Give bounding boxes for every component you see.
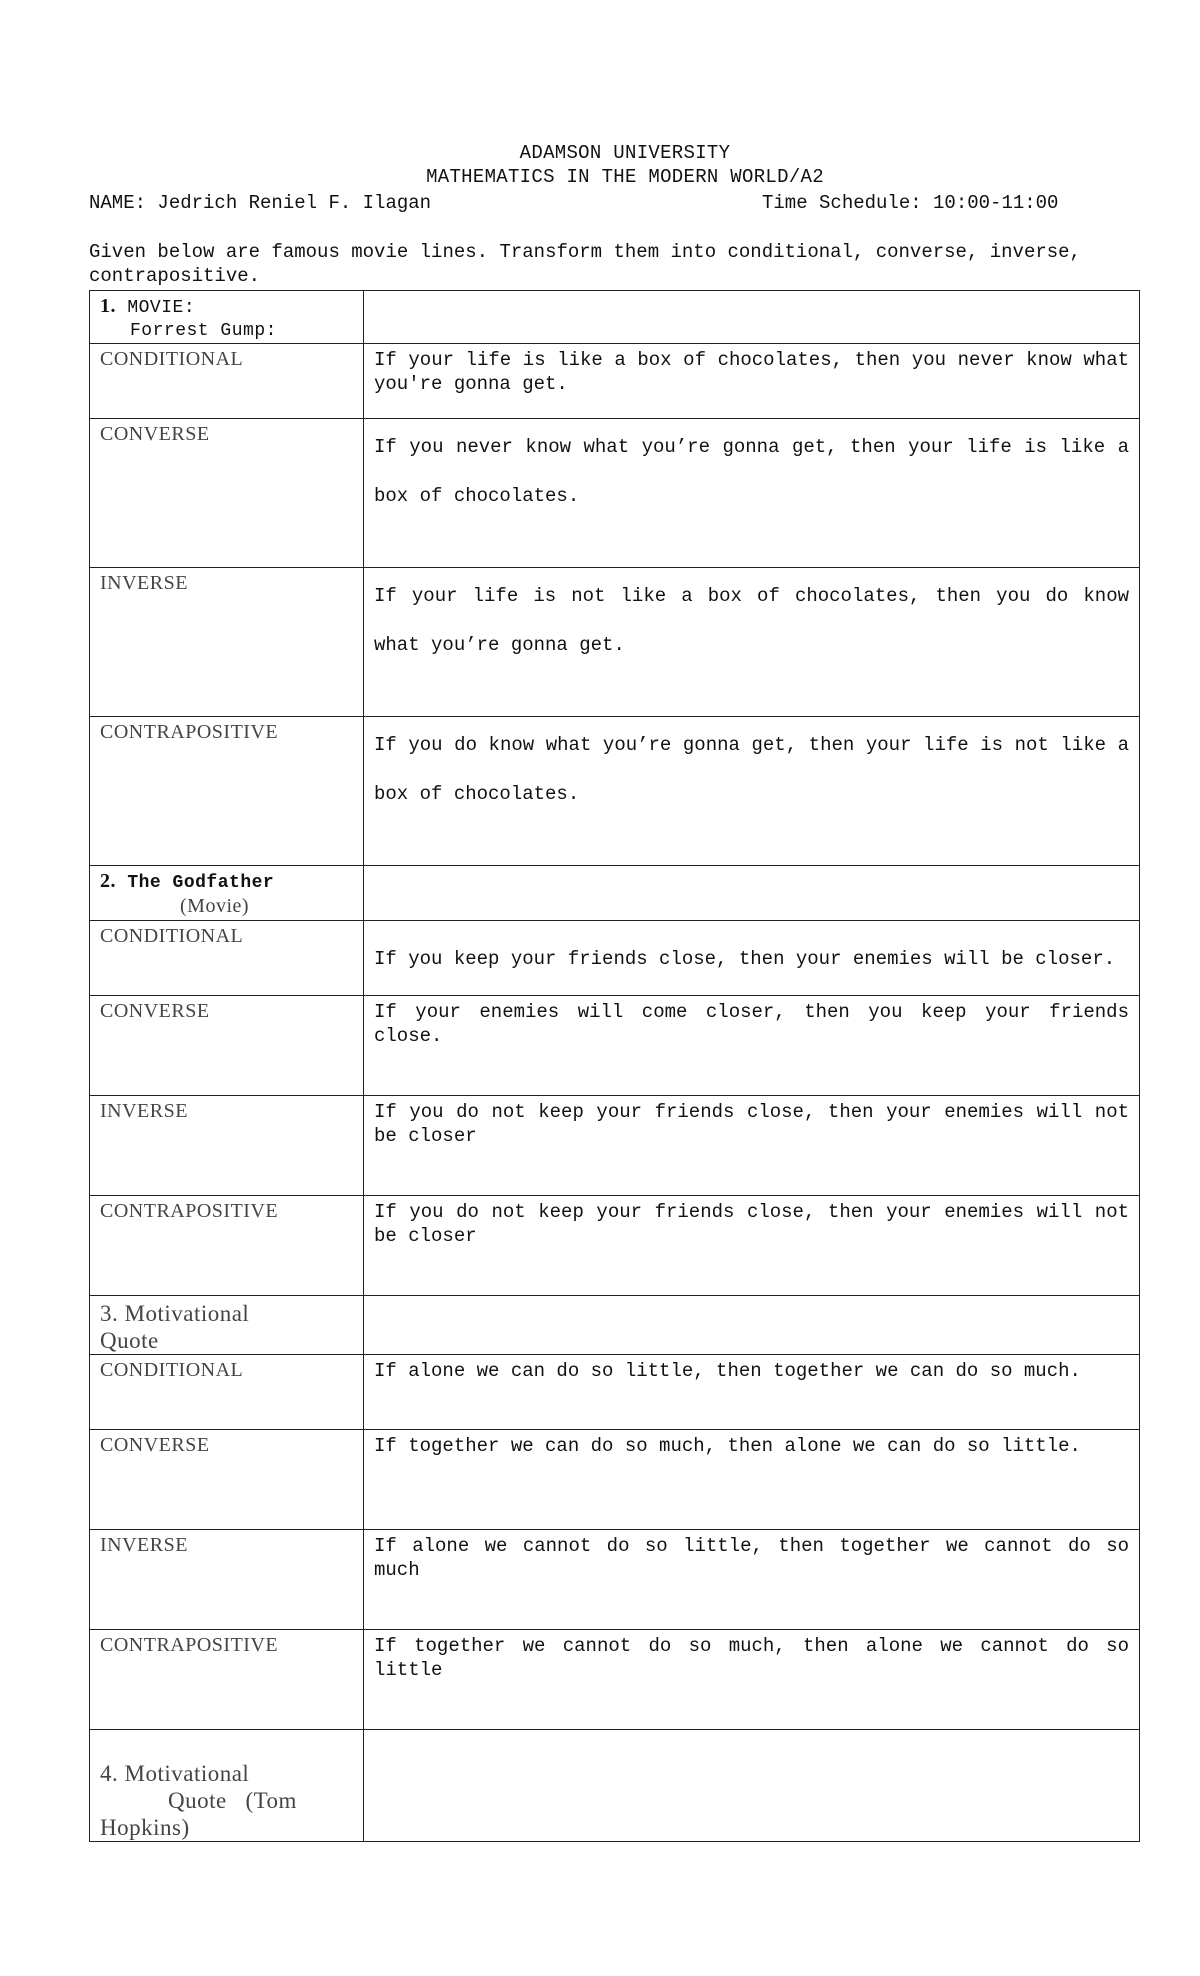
section-2-inverse: If you do not keep your friends close, then your enemies will not be closer bbox=[364, 1096, 1140, 1196]
converse-label: CONVERSE bbox=[90, 1430, 364, 1530]
section-1-converse-row bbox=[90, 419, 1140, 568]
student-name: NAME: Jedrich Reniel F. Ilagan bbox=[89, 192, 432, 214]
section-4-number: 4. bbox=[100, 1761, 119, 1786]
section-2-title bbox=[90, 866, 364, 921]
section-4-header-row bbox=[90, 1730, 1140, 1842]
section-2-contrapositive-row bbox=[90, 1196, 1140, 1296]
section-1-title bbox=[90, 291, 364, 344]
section-1-inverse-row bbox=[90, 568, 1140, 717]
section-2-title-line2: (Movie) bbox=[180, 895, 250, 917]
section-3-converse: If together we can do so much, then alone we can do so little. bbox=[364, 1430, 1140, 1530]
section-3-number: 3. bbox=[100, 1301, 119, 1326]
section-1-number: 1. bbox=[100, 295, 116, 317]
section-2-number: 2. bbox=[100, 870, 116, 892]
instructions: Given below are famous movie lines. Transform them into conditional, converse, inverse, contrapositive. bbox=[89, 241, 1081, 287]
section-4-title-line3: Hopkins) bbox=[100, 1815, 190, 1840]
section-3-title-line1: Motivational bbox=[124, 1301, 250, 1326]
section-3-title-line2: Quote bbox=[100, 1328, 159, 1353]
section-3-contrapositive-row bbox=[90, 1630, 1140, 1730]
section-2-conditional: If you keep your friends close, then your enemies will be closer. bbox=[364, 921, 1140, 996]
section-3-contrapositive: If together we cannot do so much, then alone we cannot do so little bbox=[364, 1630, 1140, 1730]
section-1-conditional-row bbox=[90, 344, 1140, 419]
converse-label: CONVERSE bbox=[90, 419, 364, 568]
section-4-title bbox=[90, 1730, 364, 1842]
section-1-header-row bbox=[90, 291, 1140, 344]
section-2-header-row bbox=[90, 866, 1140, 921]
conditional-label: CONDITIONAL bbox=[90, 1355, 364, 1430]
section-1-header-blank bbox=[364, 291, 1140, 344]
contrapositive-label: CONTRAPOSITIVE bbox=[90, 717, 364, 866]
section-1-conditional: If your life is like a box of chocolates, then you never know what you're gonna get. bbox=[364, 344, 1140, 419]
section-1-contrapositive-row bbox=[90, 717, 1140, 866]
section-2-header-blank bbox=[364, 866, 1140, 921]
inverse-label: INVERSE bbox=[90, 1530, 364, 1630]
contrapositive-label: CONTRAPOSITIVE bbox=[90, 1630, 364, 1730]
section-2-inverse-row bbox=[90, 1096, 1140, 1196]
contrapositive-label: CONTRAPOSITIVE bbox=[90, 1196, 364, 1296]
section-1-inverse: If your life is not like a box of chocolates, then you do know what you’re gonna get. bbox=[364, 568, 1140, 717]
section-2-converse: If your enemies will come closer, then you keep your friends close. bbox=[364, 996, 1140, 1096]
section-2-conditional-row bbox=[90, 921, 1140, 996]
section-4-title-line1: Motivational bbox=[124, 1761, 250, 1786]
converse-label: CONVERSE bbox=[90, 996, 364, 1096]
section-1-contrapositive: If you do know what you’re gonna get, then your life is not like a box of chocolates. bbox=[364, 717, 1140, 866]
section-1-converse: If you never know what you’re gonna get, then your life is like a box of chocolates. bbox=[364, 419, 1140, 568]
transformation-table bbox=[89, 290, 1140, 1842]
section-3-converse-row bbox=[90, 1430, 1140, 1530]
section-2-converse-row bbox=[90, 996, 1140, 1096]
section-3-inverse: If alone we cannot do so little, then together we cannot do so much bbox=[364, 1530, 1140, 1630]
section-2-title-line1: The Godfather bbox=[127, 873, 275, 893]
section-3-conditional-row bbox=[90, 1355, 1140, 1430]
section-3-conditional: If alone we can do so little, then together we can do so much. bbox=[364, 1355, 1140, 1430]
section-4-header-blank bbox=[364, 1730, 1140, 1842]
section-1-title-line1: MOVIE: bbox=[127, 298, 196, 318]
section-3-inverse-row bbox=[90, 1530, 1140, 1630]
section-4-title-line2: Quote (Tom bbox=[168, 1788, 297, 1813]
course-title: MATHEMATICS IN THE MODERN WORLD/A2 bbox=[426, 166, 824, 188]
section-3-title bbox=[90, 1296, 364, 1355]
time-schedule: Time Schedule: 10:00-11:00 bbox=[762, 192, 1059, 214]
conditional-label: CONDITIONAL bbox=[90, 921, 364, 996]
inverse-label: INVERSE bbox=[90, 568, 364, 717]
university-title: ADAMSON UNIVERSITY bbox=[519, 142, 731, 164]
conditional-label: CONDITIONAL bbox=[90, 344, 364, 419]
section-3-header-blank bbox=[364, 1296, 1140, 1355]
section-2-contrapositive: If you do not keep your friends close, then your enemies will not be closer bbox=[364, 1196, 1140, 1296]
section-1-title-line2: Forrest Gump: bbox=[130, 321, 277, 341]
section-3-header-row bbox=[90, 1296, 1140, 1355]
inverse-label: INVERSE bbox=[90, 1096, 364, 1196]
